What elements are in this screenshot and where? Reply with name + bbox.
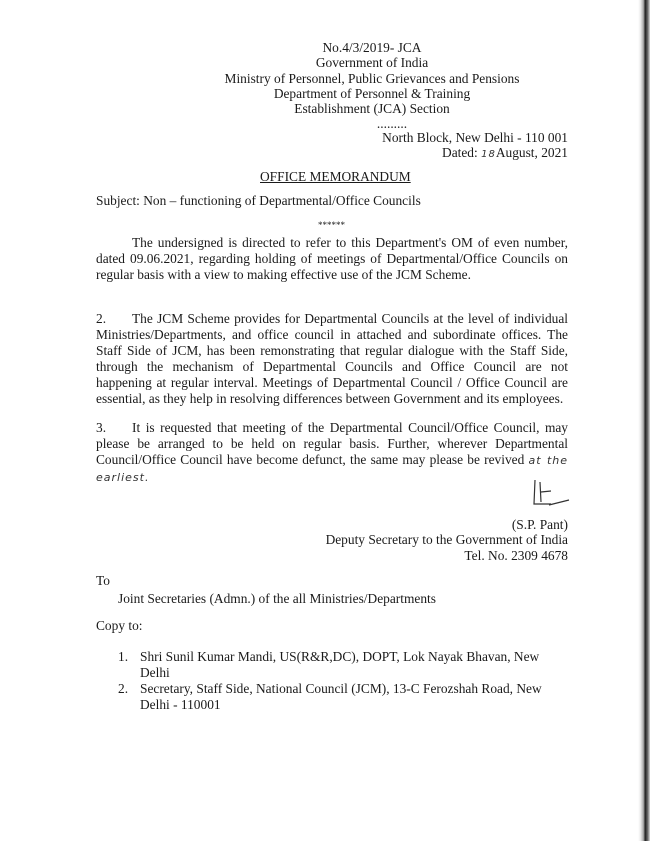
copy-to-label: Copy to: [96,618,143,633]
paragraph-3: 3. It is requested that meeting of the Departmental Council/Office Council, may please be arranged to be held on regular basis. Further, wherever Departmental Council/Office Council have become defunct, the same may please be revived at the earliest. [96,420,568,484]
government: Government of India [315,55,429,71]
memo-title: OFFICE MEMORANDUM [260,169,411,184]
subject: Subject: Non – functioning of Departmental/Office Councils [96,193,421,208]
address-block [382,130,568,163]
handwritten-day: 18 [481,149,496,161]
to-label: To [96,573,110,588]
signatory-block [326,517,568,563]
paragraph-1: The undersigned is directed to refer to this Department's OM of even number, dated 09.06.2021, regarding holding of meetings of Departmental/Office Councils on regular basis with a view to making effective use of the JCM Scheme. [96,235,568,282]
stars-divider: ****** [318,220,345,230]
paragraph-2: 2. The JCM Scheme provides for Departmental Councils at the level of individual Ministries/Departments, and office council in attached and subordinate offices. The Staff Side of JCM, has been remonstrating that regular dialogue with the Staff Side, through the mechanism of Departmental Councils and Office Council are not happening at regular interval. Meetings of Departmental Council / Office Council are essential, as they help in resolving differences between Government and its employees. [96,311,568,406]
letterhead [96,40,648,132]
to-recipient: Joint Secretaries (Admn.) of the all Ministries/Departments [118,591,436,606]
signature-mark [525,478,575,514]
date-line: Dated: 18August, 2021 [442,145,568,161]
file-number: No.4/3/2019- JCA [322,40,422,55]
separator: ......... [376,116,408,132]
handwritten-addition: at the earliest. [96,454,568,484]
ministry: Ministry of Personnel, Public Grievances and Pensions [224,70,520,86]
section: Establishment (JCA) Section [294,101,450,117]
address: North Block, New Delhi - 110 001 [382,130,568,145]
signatory-name: (S.P. Pant) [511,517,568,532]
scan-edge [638,0,650,841]
copy-to-item: 2. Secretary, Staff Side, National Council (JCM), 13-C Ferozshah Road, New Delhi - 110001 [118,681,542,712]
department: Department of Personnel & Training [273,85,471,101]
signatory-tel: Tel. No. 2309 4678 [464,547,568,563]
signatory-designation: Deputy Secretary to the Government of India [325,532,568,548]
copy-to-item: 1. Shri Sunil Kumar Mandi, US(R&R,DC), DOPT, Lok Nayak Bhavan, New Delhi [118,649,540,680]
